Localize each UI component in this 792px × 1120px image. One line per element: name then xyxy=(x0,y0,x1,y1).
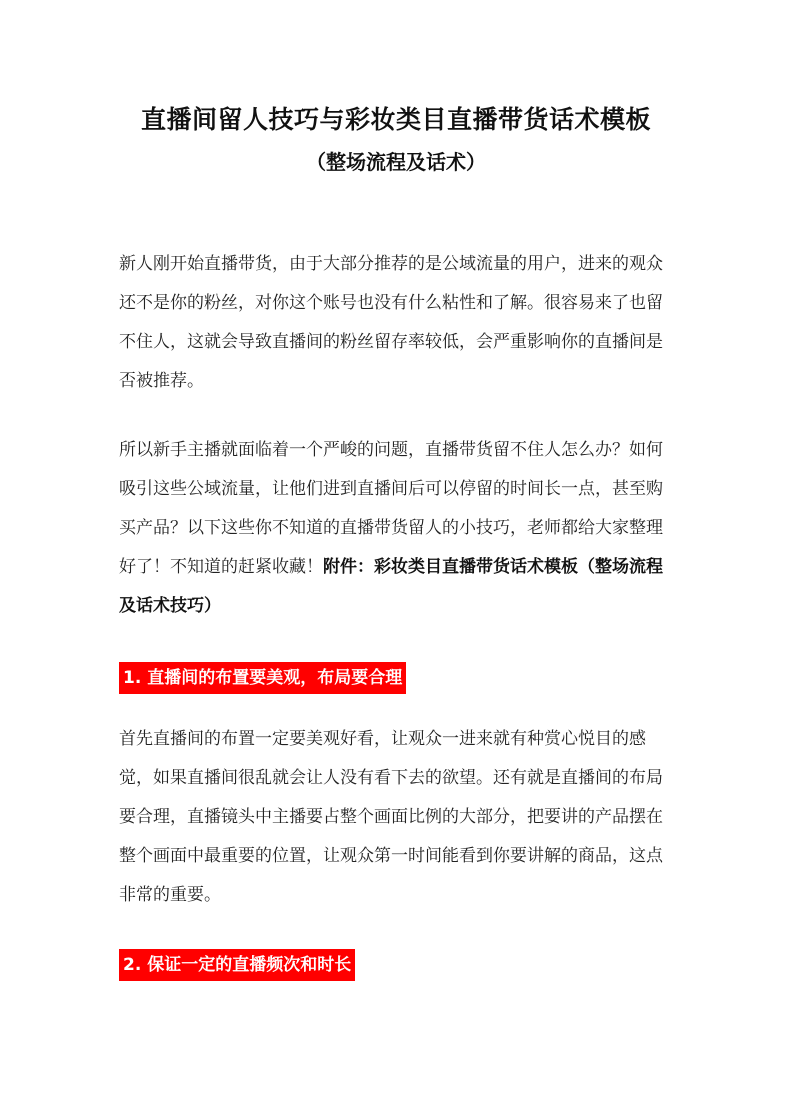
document-title: 直播间留人技巧与彩妆类目直播带货话术模板 xyxy=(140,105,651,134)
attachment-note: 附件：彩妆类目直播带货话术模板（整场流程及话术技巧） xyxy=(119,557,663,616)
problem-paragraph-text: 所以新手主播就面临着一个严峻的问题，直播带货留不住人怎么办？如何吸引这些公域流量，让他们进到直播间后可以停留的时间长一点，甚至购买产品？以下这些你不知道的直播带货留人的小技巧，老师都给大家整理好了！不知道的赶紧收藏！ xyxy=(119,440,663,577)
document-subtitle: （整场流程及话术） xyxy=(306,150,486,174)
layout-paragraph-text: 首先直播间的布置一定要美观好看，让观众一进来就有种赏心悦目的感觉，如果直播间很乱就会让人没有看下去的欲望。还有就是直播间的布局要合理，直播镜头中主播要占整个画面比例的大部分，把要讲的产品摆在整个画面中最重要的位置，让观众第一时间能看到你要讲解的商品，这点非常的重要。 xyxy=(119,729,663,905)
intro-paragraph-text: 新人刚开始直播带货，由于大部分推荐的是公域流量的用户，进来的观众还不是你的粉丝，对你这个账号也没有什么粘性和了解。很容易来了也留不住人，这就会导致直播间的粉丝留存率较低，会严重影响你的直播间是否被推荐。 xyxy=(119,254,663,391)
section-heading-2: 2. 保证一定的直播频次和时长 xyxy=(119,949,355,981)
layout-paragraph xyxy=(119,720,679,915)
section-heading-1: 1. 直播间的布置要美观，布局要合理 xyxy=(119,662,406,694)
problem-paragraph xyxy=(119,431,679,626)
intro-paragraph xyxy=(119,245,679,401)
